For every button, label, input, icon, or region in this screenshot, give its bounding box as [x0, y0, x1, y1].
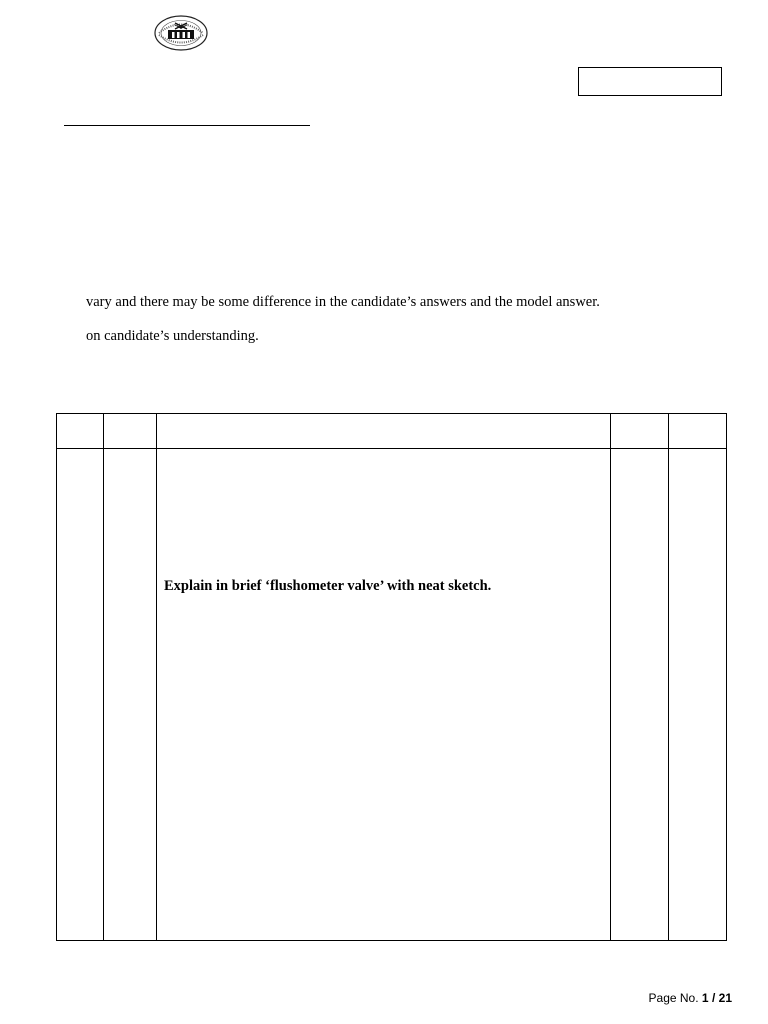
answer-table — [56, 413, 727, 941]
sub-question-cell — [104, 449, 157, 941]
total-marks-cell — [669, 449, 727, 941]
header-cell-3 — [157, 414, 611, 449]
answer-cell — [157, 449, 611, 941]
header-cell-1 — [57, 414, 104, 449]
page-separator: / — [711, 991, 716, 1005]
question-text: Explain in brief ‘flushometer valve’ with neat sketch. — [164, 578, 492, 594]
page-label: Page No. — [648, 991, 699, 1005]
title-underline — [64, 125, 310, 126]
header-cell-2 — [104, 414, 157, 449]
table-row — [57, 449, 727, 941]
page-number — [649, 991, 732, 1005]
header-cell-5 — [669, 414, 727, 449]
marks-cell — [611, 449, 669, 941]
table-header-row — [57, 414, 727, 449]
question-number-cell — [57, 449, 104, 941]
page-total: 21 — [718, 991, 732, 1005]
instruction-line-2: on candidate’s understanding. — [86, 328, 259, 344]
subject-code-box — [578, 67, 722, 96]
header-cell-4 — [611, 414, 669, 449]
page-current: 1 — [701, 991, 709, 1005]
board-seal-icon — [153, 14, 209, 52]
instruction-line-1: vary and there may be some difference in the candidate’s answers and the model answer. — [86, 294, 600, 310]
